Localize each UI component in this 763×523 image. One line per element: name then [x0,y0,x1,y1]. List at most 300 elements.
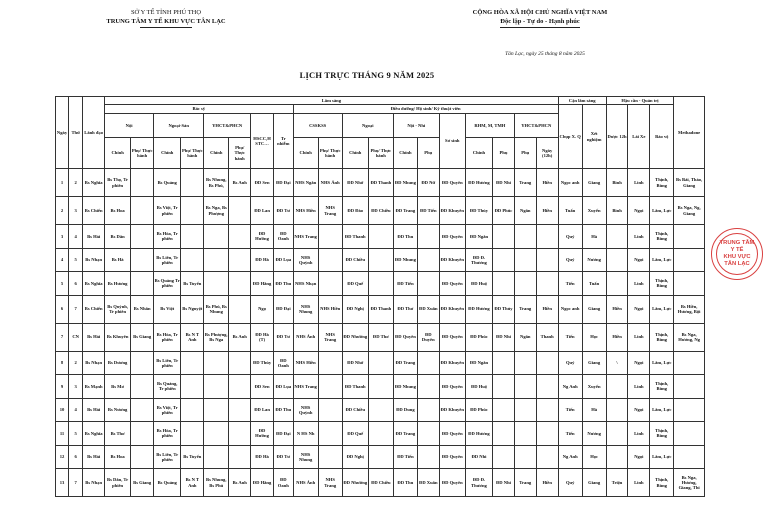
table-cell: ĐD Quế [342,422,368,446]
table-cell: Bình [606,197,628,225]
sub-deputy: Phụ [514,138,536,169]
table-cell: Bs Liên, Tr phiên [154,351,181,375]
table-cell: 1 [56,169,69,197]
table-cell: 13 [56,469,69,497]
table-cell: ĐD Thu [273,272,293,296]
table-cell: ĐD Thủy [251,351,274,375]
table-cell: Linh [628,375,650,399]
table-cell [204,422,229,446]
table-cell [493,248,515,272]
table-cell: Bs Phượng, Bs Nga [204,323,229,351]
table-cell [181,248,204,272]
sub-assistant: Phụ/ Thực hành [318,138,342,169]
table-row [56,398,705,422]
table-cell: Nương [582,248,606,272]
table-cell [493,272,515,296]
table-cell: ĐD Tiến [393,272,417,296]
table-cell [181,398,204,422]
table-cell: Hiền [606,323,628,351]
table-cell [606,398,628,422]
table-cell: ĐD Lan [251,398,274,422]
table-cell: ĐD Chiều [368,197,393,225]
national-motto: Độc lập - Tự do - Hạnh phúc [500,18,580,25]
national-title: CỘNG HÒA XÃ HỘI CHỦ NGHĨA VIỆT NAM [472,9,608,16]
table-cell: Bs Nhạn [83,248,105,272]
table-cell [514,422,536,446]
table-cell [606,248,628,272]
table-cell: Bs Nguyệt [181,295,204,323]
table-cell: Bs Hiền, Hương, Bội [674,295,705,323]
table-cell [181,225,204,249]
table-row [56,422,705,446]
table-cell [131,248,154,272]
table-cell [493,445,515,469]
table-cell: Bs Mơ [105,375,131,399]
table-row [56,351,705,375]
dept-infectious: Tr nhiễm [273,114,293,169]
table-cell: 2 [69,351,83,375]
table-cell: Bs Thọ, Tr phiên [105,169,131,197]
table-cell [131,398,154,422]
dept-surgery-obstetrics: Ngoại-Sản [154,114,204,138]
table-cell: Thịnh, Bùng [650,469,674,497]
table-cell: Ngọ [251,295,274,323]
table-cell: NHS Hiền [318,295,342,323]
table-cell [514,248,536,272]
table-cell: Linh [628,422,650,446]
table-cell: ĐD Đại [273,422,293,446]
table-cell: ĐD Hằng [251,469,274,497]
sub-assistant: Phụ/ Thực hành [131,138,154,169]
table-cell: Bs Nga, Bs Phượng [204,197,229,225]
table-cell: NHS Ánh [318,169,342,197]
table-cell: ĐD Đào [342,197,368,225]
table-cell [536,445,558,469]
table-cell: ĐD Đại [273,169,293,197]
table-cell [368,375,393,399]
table-row [56,469,705,497]
table-cell: ĐD Quyên [439,469,465,497]
table-cell: Bs Phú, Bs Nhung [204,295,229,323]
table-cell: ĐD Thanh [368,169,393,197]
table-cell: NHS Trang [318,323,342,351]
table-cell: Tuấn [558,197,582,225]
sub-main: Chính [393,138,417,169]
table-cell: Bs Hòa, Tr phiên [154,323,181,351]
table-cell: Giang [582,351,606,375]
table-cell: Bs Giang [131,469,154,497]
table-cell [674,272,705,296]
table-cell: Bs Tuyển [181,445,204,469]
table-cell: 10 [56,398,69,422]
table-cell: Linh [628,272,650,296]
dept-csskss: CSSKSS [293,114,342,138]
table-cell: Bs Liên, Tr phiên [154,248,181,272]
table-cell [417,225,439,249]
table-cell: Bs Tuyển [181,272,204,296]
table-cell [368,351,393,375]
dept-surgery: Ngoại [342,114,393,138]
sub-assistant: Phụ/ Thực hành [368,138,393,169]
table-cell: ĐD Xuân [417,469,439,497]
sub-day-12h: Ngày (12h) [536,138,558,169]
table-cell: Bs Nghĩa [83,422,105,446]
table-cell [181,351,204,375]
table-cell [514,225,536,249]
stamp-line: TRUNG TÂM [719,240,755,246]
table-cell: ĐD Hà (T) [251,323,274,351]
table-cell: ĐD Hường [251,225,274,249]
col-leader: Lãnh đạo [83,97,105,169]
table-cell: ĐD Ngân [465,225,492,249]
table-row [56,272,705,296]
table-cell: ĐD Khuyên [439,295,465,323]
group-logistics: Hậu cần - Quản trị [606,97,674,105]
table-cell [368,248,393,272]
col-security: Bảo vệ [650,105,674,169]
table-cell: NHS Quỳnh [293,398,318,422]
table-cell: ĐD Quyên [439,323,465,351]
table-cell: ĐD Nhi [493,169,515,197]
table-cell [131,169,154,197]
sub-main: Chính [204,138,229,169]
table-cell: Lâm, Lực [650,351,674,375]
table-cell: Giang [582,295,606,323]
table-cell [674,248,705,272]
table-cell [204,398,229,422]
document-title: LỊCH TRỰC THÁNG 9 NĂM 2025 [299,70,435,80]
table-cell: Bs Thơ [105,422,131,446]
table-cell: Bs Dương [105,351,131,375]
table-cell: Lâm, Lực [650,445,674,469]
table-cell: Ngọi [628,445,650,469]
table-cell: NHS Trang [318,469,342,497]
table-cell: ĐD Ngân [465,351,492,375]
table-cell: ĐD Khuyên [439,197,465,225]
table-cell: Bình [606,169,628,197]
table-cell [606,422,628,446]
table-cell: NHS Nhạn [293,272,318,296]
table-cell: ĐD Tư [273,197,293,225]
table-cell: 4 [56,248,69,272]
table-cell: ĐD Chiều [342,248,368,272]
table-cell [606,272,628,296]
table-cell [229,295,251,323]
table-cell: Trang [514,469,536,497]
table-cell [536,225,558,249]
table-cell: Quý [558,351,582,375]
table-cell: Hiền [536,169,558,197]
table-cell [493,398,515,422]
table-cell [493,351,515,375]
table-cell [131,375,154,399]
table-cell: Bs Nga, Ng, Giang [674,197,705,225]
table-cell: CN [69,323,83,351]
table-cell: ĐD Nghị [342,445,368,469]
table-cell: Bs N T Anh [181,323,204,351]
table-cell: Trang [514,169,536,197]
table-cell: Bs Chiến [83,295,105,323]
table-cell: Linh [628,469,650,497]
table-cell [318,422,342,446]
table-cell [204,272,229,296]
table-cell [417,272,439,296]
table-cell: ĐD Hương [465,169,492,197]
table-cell: Xuyến [582,197,606,225]
table-cell: Bs Nhạn [83,469,105,497]
table-cell: Thịnh, Bùng [650,225,674,249]
table-cell: Thịnh, Bùng [650,375,674,399]
table-row [56,295,705,323]
table-cell: Tiến [558,398,582,422]
group-doctors: Bác sỹ [105,105,294,114]
table-cell [368,422,393,446]
table-cell [181,169,204,197]
table-cell: Bs Quảng [154,169,181,197]
org-name: TRUNG TÂM Y TẾ KHU VỰC TÂN LẠC [106,18,226,25]
table-cell: ĐD Hường [251,422,274,446]
table-cell: \ [606,351,628,375]
table-cell [606,445,628,469]
table-row [56,225,705,249]
table-cell: ĐD Quyên [439,225,465,249]
table-cell: Ng Anh [558,445,582,469]
group-clinical: Lâm sàng [105,97,559,105]
table-cell [204,225,229,249]
table-cell: ĐD Phúc [493,197,515,225]
table-cell: 6 [69,445,83,469]
table-cell: ĐD Oanh [273,469,293,497]
table-cell: Ngọi [628,295,650,323]
table-cell: Bs Khuyên [105,323,131,351]
table-cell: NHS Ánh [293,323,318,351]
table-cell: ĐD Thủy [465,197,492,225]
table-cell: 3 [69,197,83,225]
group-paraclinical: Cận lâm sàng [558,97,606,105]
table-cell [204,248,229,272]
table-cell: Bs Nga, Hương, Ng [674,323,705,351]
table-cell: ĐD Đ. Thương [465,248,492,272]
col-xray: Chụp X. Q [558,105,582,169]
table-cell: Bs Việt, Tr phiên [154,197,181,225]
table-cell: Ngọi [628,351,650,375]
table-cell: ĐD Nữ [417,169,439,197]
table-cell [417,351,439,375]
table-cell: ĐD Lụa [273,375,293,399]
table-cell [318,398,342,422]
table-cell: Bs Quảng [154,469,181,497]
table-cell: NHS Nhung [293,295,318,323]
table-cell: Bs Hải [83,445,105,469]
schedule-body [56,169,705,497]
table-cell [229,272,251,296]
table-cell [131,272,154,296]
table-cell: ĐD Trang [393,422,417,446]
table-cell: ĐD Khuyên [439,398,465,422]
table-cell: Bs Nương [105,398,131,422]
table-cell: Bs Hoa [105,445,131,469]
table-cell: ĐD Oanh [273,351,293,375]
table-cell: Bs Nhung, Bs Phú, [204,169,229,197]
table-cell: ĐD Sen [251,169,274,197]
sub-assistant: Phụ/ Thực hành [181,138,204,169]
table-cell: NHS Hiền [293,197,318,225]
table-cell: ĐD Lụa [273,248,293,272]
table-cell: ĐD Chiều [342,398,368,422]
table-cell: Hiền [536,469,558,497]
table-cell: Hiền [536,295,558,323]
table-cell: Tiến [558,272,582,296]
table-cell: 12 [56,445,69,469]
table-cell: ĐD Huệ [465,375,492,399]
table-cell: Lâm, Lực [650,197,674,225]
table-cell: Quý [558,248,582,272]
table-cell: ĐD Hằng [251,272,274,296]
table-cell [229,375,251,399]
table-cell: ĐD Đ. Thương [465,469,492,497]
motto-underline [500,27,580,28]
table-cell: ĐD Xuân [417,295,439,323]
table-cell: ĐD Quyên [439,375,465,399]
table-cell: ĐD Phúc [465,323,492,351]
table-cell: 2 [69,169,83,197]
table-cell: Linh [628,225,650,249]
sub-main: Chính [465,138,492,169]
table-cell: 5 [56,272,69,296]
table-cell: ĐD Dung [393,398,417,422]
table-cell [417,422,439,446]
table-row [56,248,705,272]
table-cell: Bs Hòa, Tr phiên [154,422,181,446]
table-cell: Ngân [514,197,536,225]
table-cell: ĐD Quyên [439,272,465,296]
table-cell: NHS Ánh [293,469,318,497]
table-cell: Hiền [536,197,558,225]
table-row [56,197,705,225]
table-cell: Thanh [536,323,558,351]
table-cell: ĐD Hương [465,295,492,323]
table-cell [318,351,342,375]
table-cell: ĐD Nhung [393,169,417,197]
table-cell: ĐD Hương [465,422,492,446]
table-cell: ĐD Thu [393,225,417,249]
table-cell: Ngân [514,323,536,351]
table-cell: ĐD Quyên [439,422,465,446]
table-cell: Bs Việt, Tr phiên [154,398,181,422]
document-date: Tân Lạc, ngày 25 tháng 8 năm 2025 [505,51,585,57]
org-header [66,8,266,28]
table-cell: Hà [582,225,606,249]
table-cell: Linh [628,169,650,197]
table-cell: Bs Hòa, Tr phiên [154,225,181,249]
table-cell [417,248,439,272]
table-cell: ĐD Thủy [493,295,515,323]
table-cell: Bs Anh [229,323,251,351]
sub-assistant: Phụ/ Thực hành [229,138,251,169]
table-cell: Quý [558,469,582,497]
table-cell [674,422,705,446]
table-cell: Bs Hà [105,248,131,272]
table-cell [181,197,204,225]
table-cell [204,351,229,375]
col-lab: Xét nghiệm [582,105,606,169]
table-cell: N HS Nh [293,422,318,446]
table-cell [204,445,229,469]
table-cell [536,398,558,422]
table-cell: ĐD Thanh [342,375,368,399]
table-cell: Ngọc anh [558,169,582,197]
table-cell [417,445,439,469]
table-cell: ĐD Nhớ [342,169,368,197]
table-cell: Bs Mạnh [83,375,105,399]
table-cell: Tiến [558,323,582,351]
table-cell: ĐD Nhi [465,445,492,469]
official-stamp [711,228,763,280]
table-cell: Bs Hương [105,272,131,296]
table-cell: Hiền [606,295,628,323]
table-cell: Bs Nhân [131,295,154,323]
table-cell: ĐD Sen [251,375,274,399]
table-cell: ĐD Huệ [465,272,492,296]
table-cell: 11 [56,422,69,446]
table-cell [131,197,154,225]
table-cell: NHS Trang [293,225,318,249]
group-nurses: Điều dưỡng/ Hộ sinh/ Kỹ thuật viên [293,105,558,114]
table-cell [229,398,251,422]
org-parent: SỞ Y TẾ TỈNH PHÚ THỌ [130,9,202,16]
table-cell: Bs Nga, Hương, Giang, Thi [674,469,705,497]
table-cell [318,445,342,469]
table-cell: ĐD Nhường [342,323,368,351]
table-cell: ĐD Tiến [417,197,439,225]
table-cell [514,445,536,469]
table-cell: ĐD Trang [393,351,417,375]
table-cell [536,248,558,272]
org-underline [140,27,192,28]
table-cell: Linh [628,323,650,351]
table-cell [368,398,393,422]
stamp-line: KHU VỰC [723,254,751,260]
table-cell: Ngọi [628,398,650,422]
table-cell: Lâm, Lực [650,295,674,323]
table-cell: ĐD Lan [251,197,274,225]
table-cell: NHS Hiền [293,351,318,375]
table-cell: ĐD Nhi [493,469,515,497]
table-cell: ĐD Nghị [342,295,368,323]
table-row [56,169,705,197]
table-cell [514,351,536,375]
table-cell: Bs Liên, Tr phiên [154,445,181,469]
table-cell [229,445,251,469]
table-cell [181,375,204,399]
dept-traditional-medicine: YHCT&PHCN [204,114,251,138]
table-cell: Tuấn [582,272,606,296]
table-cell: 3 [56,225,69,249]
table-cell: ĐD Nhi [493,323,515,351]
table-cell [514,398,536,422]
table-cell: Học [582,323,606,351]
table-cell: Giang [582,169,606,197]
dept-internal-pediatrics: Nội - Nhi [393,114,439,138]
table-cell: Giang [582,469,606,497]
table-cell [229,248,251,272]
table-cell: 4 [69,398,83,422]
table-cell: Bs Anh [229,469,251,497]
table-cell: ĐD Thu [393,469,417,497]
table-cell [514,375,536,399]
table-cell: ĐD Nhớ [342,351,368,375]
dept-hscc: HSCC,H STC… [251,114,274,169]
